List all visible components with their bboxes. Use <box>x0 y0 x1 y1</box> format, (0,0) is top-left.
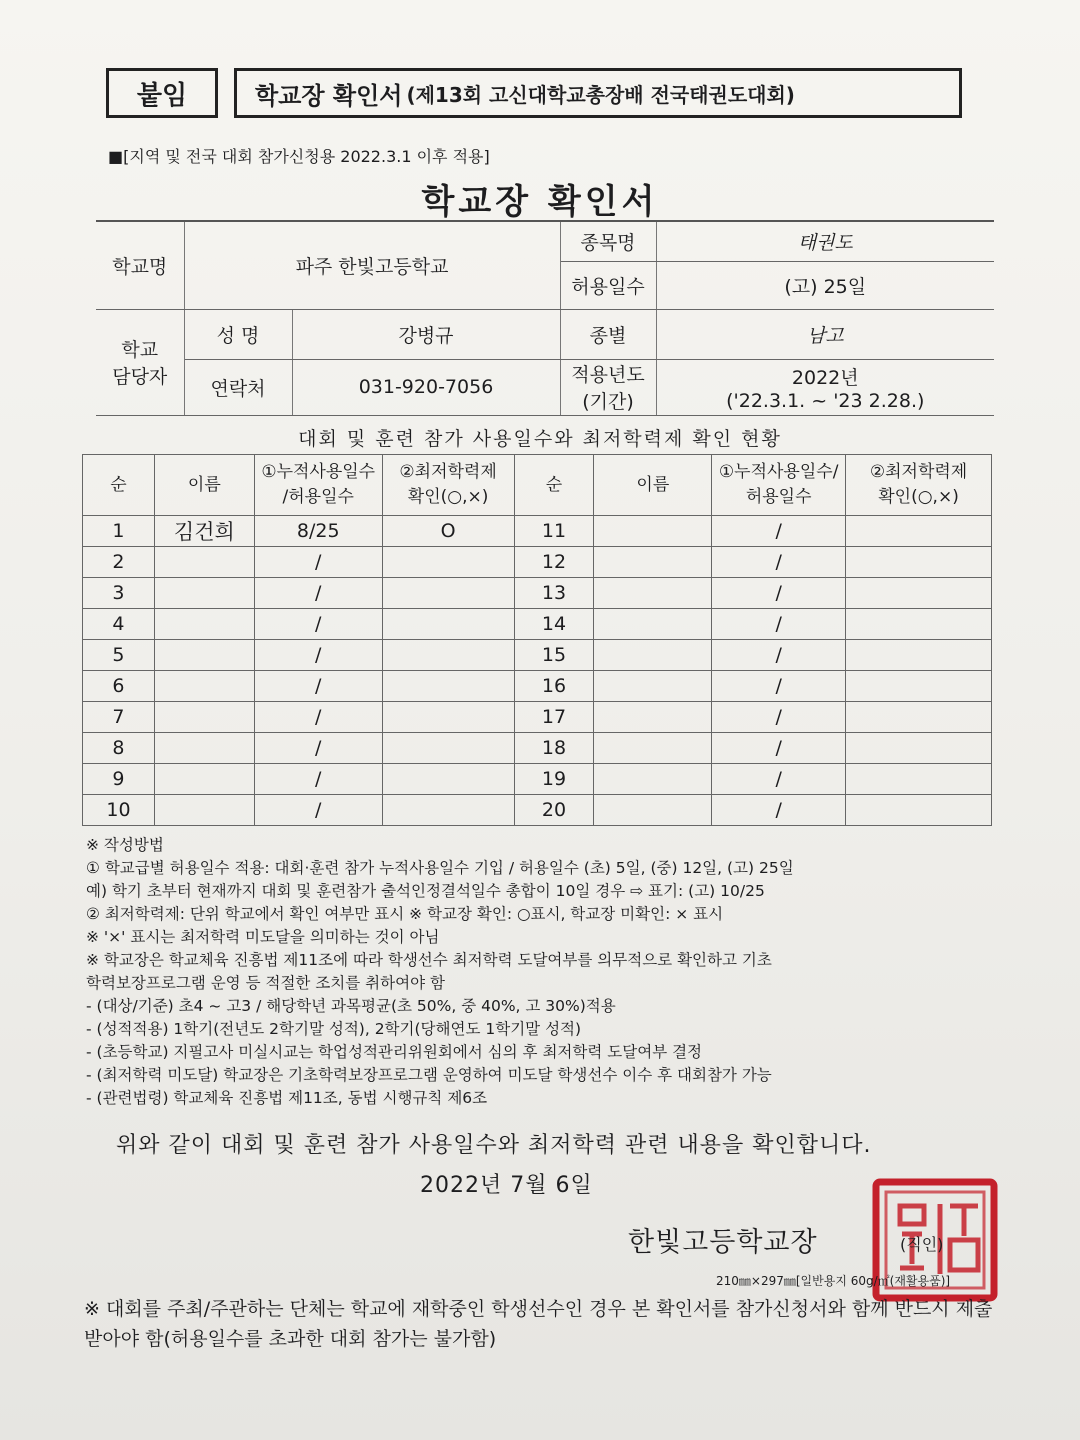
row-number: 11 <box>514 516 594 547</box>
contact-value: 031-920-7056 <box>292 359 560 415</box>
academic-check <box>382 702 514 733</box>
guide-line: - (관련법령) 학교체육 진흥법 제11조, 동법 시행규칙 제6조 <box>86 1089 488 1107</box>
row-number: 10 <box>83 795 155 826</box>
table-row <box>83 764 992 795</box>
header-acad-right <box>846 455 992 516</box>
row-number: 7 <box>83 702 155 733</box>
row-number: 12 <box>514 547 594 578</box>
guide-line: - (최저학력 미도달) 학교장은 기초학력보장프로그램 운영하여 미도달 학생선수 이수 후 대회참가 가능 <box>86 1066 772 1084</box>
academic-check <box>382 733 514 764</box>
header-acad-left-l1: ②최저학력제 <box>399 462 497 482</box>
usage-notice: ■[지역 및 전국 대회 참가신청용 2022.3.1 이후 적용] <box>108 147 490 166</box>
guide-line: ※ 학교장은 학교체육 진흥법 제11조에 따라 학생선수 최저학력 도달여부를 의무적으로 확인하고 기초 <box>86 951 772 969</box>
athlete-name <box>594 578 712 609</box>
days-used: / <box>712 640 846 671</box>
days-used: 8/25 <box>254 516 382 547</box>
name-value: 강병규 <box>292 309 560 359</box>
header-no-right: 순 <box>514 455 594 516</box>
row-number: 15 <box>514 640 594 671</box>
year-value <box>656 359 994 415</box>
header-name-left: 이름 <box>154 455 254 516</box>
row-number: 20 <box>514 795 594 826</box>
guide-line: - (대상/기준) 초4 ~ 고3 / 해당학년 과목평균(초 50%, 중 40%, 고 30%)적용 <box>86 997 616 1015</box>
athlete-name <box>154 640 254 671</box>
athlete-name <box>154 795 254 826</box>
section-title: 대회 및 훈련 참가 사용일수와 최저학력제 확인 현황 <box>298 428 782 450</box>
athlete-name <box>594 640 712 671</box>
days-used: / <box>254 547 382 578</box>
usage-grid <box>82 454 992 826</box>
confirm-statement: 위와 같이 대회 및 훈련 참가 사용일수와 최저학력 관련 내용을 확인합니다. <box>116 1133 872 1158</box>
academic-check <box>846 640 992 671</box>
athlete-name <box>154 764 254 795</box>
days-used: / <box>254 578 382 609</box>
athlete-name <box>594 764 712 795</box>
table-row <box>83 795 992 826</box>
days-used: / <box>254 609 382 640</box>
name-label: 성 명 <box>184 309 292 359</box>
row-number: 18 <box>514 733 594 764</box>
guide-line: 학력보장프로그램 운영 등 적절한 조치를 취하여야 함 <box>86 974 445 992</box>
gender-label: 종별 <box>560 309 656 359</box>
academic-check: O <box>382 516 514 547</box>
days-used: / <box>712 795 846 826</box>
header-acad-right-l1: ②최저학력제 <box>869 462 968 482</box>
header-days-right <box>712 455 846 516</box>
gender-value: 남고 <box>656 309 994 359</box>
header-days-left <box>254 455 382 516</box>
academic-check <box>382 795 514 826</box>
row-number: 2 <box>83 547 155 578</box>
contact-label: 연락처 <box>184 359 292 415</box>
table-row <box>83 702 992 733</box>
academic-check <box>382 764 514 795</box>
principal-title: 한빛고등학교장 <box>628 1227 818 1258</box>
year-label <box>560 359 656 415</box>
athlete-name <box>154 609 254 640</box>
guide-line: ② 최저학력제: 단위 학교에서 확인 여부만 표시 ※ 학교장 확인: ○표시, 학교장 미확인: × 표시 <box>86 905 724 923</box>
athlete-name <box>594 671 712 702</box>
days-used: / <box>254 702 382 733</box>
academic-check <box>382 547 514 578</box>
table-row <box>83 609 992 640</box>
academic-check <box>846 795 992 826</box>
sport-value: 태권도 <box>656 221 994 261</box>
attach-label-box <box>106 68 218 118</box>
academic-check <box>382 640 514 671</box>
grid-body <box>83 516 992 826</box>
allowed-days-label: 허용일수 <box>560 261 656 309</box>
year-value-line2: ('22.3.1. ~ '23 2.28.) <box>726 389 925 412</box>
athlete-name <box>154 547 254 578</box>
athlete-name <box>154 578 254 609</box>
guide-line: ① 학교급별 허용일수 적용: 대회·훈련 참가 누적사용일수 기입 / 허용일수 (초) 5일, (중) 12일, (고) 25일 <box>86 859 794 877</box>
athlete-name <box>154 671 254 702</box>
academic-check <box>846 578 992 609</box>
academic-check <box>846 547 992 578</box>
days-used: / <box>254 795 382 826</box>
manager-label-line2: 담당자 <box>112 366 168 388</box>
guide-line: - (성적적용) 1학기(전년도 2학기말 성적), 2학기(당해연도 1학기말 성적) <box>86 1020 582 1038</box>
table-row <box>83 671 992 702</box>
table-row <box>83 733 992 764</box>
header-title-box <box>234 68 962 118</box>
row-number: 8 <box>83 733 155 764</box>
info-table <box>96 220 994 416</box>
days-used: / <box>254 764 382 795</box>
row-number: 13 <box>514 578 594 609</box>
days-used: / <box>712 702 846 733</box>
row-number: 4 <box>83 609 155 640</box>
year-label-line2: (기간) <box>582 391 634 413</box>
days-used: / <box>254 671 382 702</box>
athlete-name <box>594 795 712 826</box>
row-number: 16 <box>514 671 594 702</box>
school-value: 파주 한빛고등학교 <box>184 221 560 309</box>
header-no-left: 순 <box>83 455 155 516</box>
header-days-right-l2: 허용일수 <box>745 487 812 507</box>
row-number: 14 <box>514 609 594 640</box>
sport-label: 종목명 <box>560 221 656 261</box>
header-acad-left-l2: 확인(○,×) <box>407 487 489 507</box>
paper-spec: 210㎜×297㎜[일반용지 60g/㎡(재활용품)] <box>716 1274 951 1288</box>
academic-check <box>382 578 514 609</box>
header-days-left-l1: ①누적사용일수 <box>261 462 376 482</box>
days-used: / <box>712 547 846 578</box>
attach-label: 붙임 <box>136 80 188 111</box>
guide-line: ※ 작성방법 <box>86 836 164 854</box>
row-number: 5 <box>83 640 155 671</box>
days-used: / <box>254 733 382 764</box>
days-used: / <box>712 578 846 609</box>
row-number: 9 <box>83 764 155 795</box>
writing-guide <box>86 834 1006 1110</box>
academic-check <box>382 609 514 640</box>
header-acad-right-l2: 확인(○,×) <box>878 487 959 507</box>
academic-check <box>846 764 992 795</box>
row-number: 3 <box>83 578 155 609</box>
academic-check <box>846 516 992 547</box>
days-used: / <box>712 764 846 795</box>
athlete-name <box>594 733 712 764</box>
manager-label-line1: 학교 <box>121 339 159 361</box>
academic-check <box>846 671 992 702</box>
header-days-left-l2: /허용일수 <box>282 487 354 507</box>
allowed-days-value: (고) 25일 <box>656 261 994 309</box>
table-row <box>83 640 992 671</box>
table-row <box>83 578 992 609</box>
row-number: 19 <box>514 764 594 795</box>
year-value-line1: 2022년 <box>791 366 859 389</box>
guide-line: ※ '×' 표시는 최저학력 미도달을 의미하는 것이 아님 <box>86 928 440 946</box>
manager-label <box>96 309 184 415</box>
athlete-name <box>594 516 712 547</box>
athlete-name <box>154 733 254 764</box>
table-row <box>83 516 992 547</box>
year-label-line1: 적용년도 <box>571 364 645 386</box>
days-used: / <box>712 671 846 702</box>
athlete-name <box>594 547 712 578</box>
seal-label: (직인) <box>900 1235 944 1254</box>
academic-check <box>382 671 514 702</box>
days-used: / <box>712 609 846 640</box>
guide-line: 예) 학기 초부터 현재까지 대회 및 훈련참가 출석인정결석일수 총합이 10일 경우 ⇨ 표기: (고) 10/25 <box>86 882 765 900</box>
submission-footnote: ※ 대회를 주최/주관하는 단체는 학교에 재학중인 학생선수인 경우 본 확인서를 참가신청서와 함께 반드시 제출받아야 함(허용일수를 초과한 대회 참가는 불가함) <box>84 1298 993 1350</box>
row-number: 6 <box>83 671 155 702</box>
days-used: / <box>712 733 846 764</box>
table-row <box>83 547 992 578</box>
academic-check <box>846 609 992 640</box>
days-used: / <box>254 640 382 671</box>
header-acad-left <box>382 455 514 516</box>
header-doc-title: 학교장 확인서 <box>255 81 403 110</box>
school-label: 학교명 <box>96 221 184 309</box>
academic-check <box>846 733 992 764</box>
athlete-name <box>154 702 254 733</box>
header-days-right-l1: ①누적사용일수/ <box>718 462 839 482</box>
page-title: 학교장 확인서 <box>421 182 659 222</box>
row-number: 17 <box>514 702 594 733</box>
athlete-name: 김건희 <box>154 516 254 547</box>
academic-check <box>846 702 992 733</box>
days-used: / <box>712 516 846 547</box>
guide-line: - (초등학교) 지필고사 미실시교는 학업성적관리위원회에서 심의 후 최저학력 도달여부 결정 <box>86 1043 703 1061</box>
header-name-right: 이름 <box>594 455 712 516</box>
issue-date: 2022년 7월 6일 <box>420 1173 593 1198</box>
athlete-name <box>594 702 712 733</box>
row-number: 1 <box>83 516 155 547</box>
athlete-name <box>594 609 712 640</box>
header-event-name: (제13회 고신대학교총장배 전국태권도대회) <box>406 82 795 107</box>
